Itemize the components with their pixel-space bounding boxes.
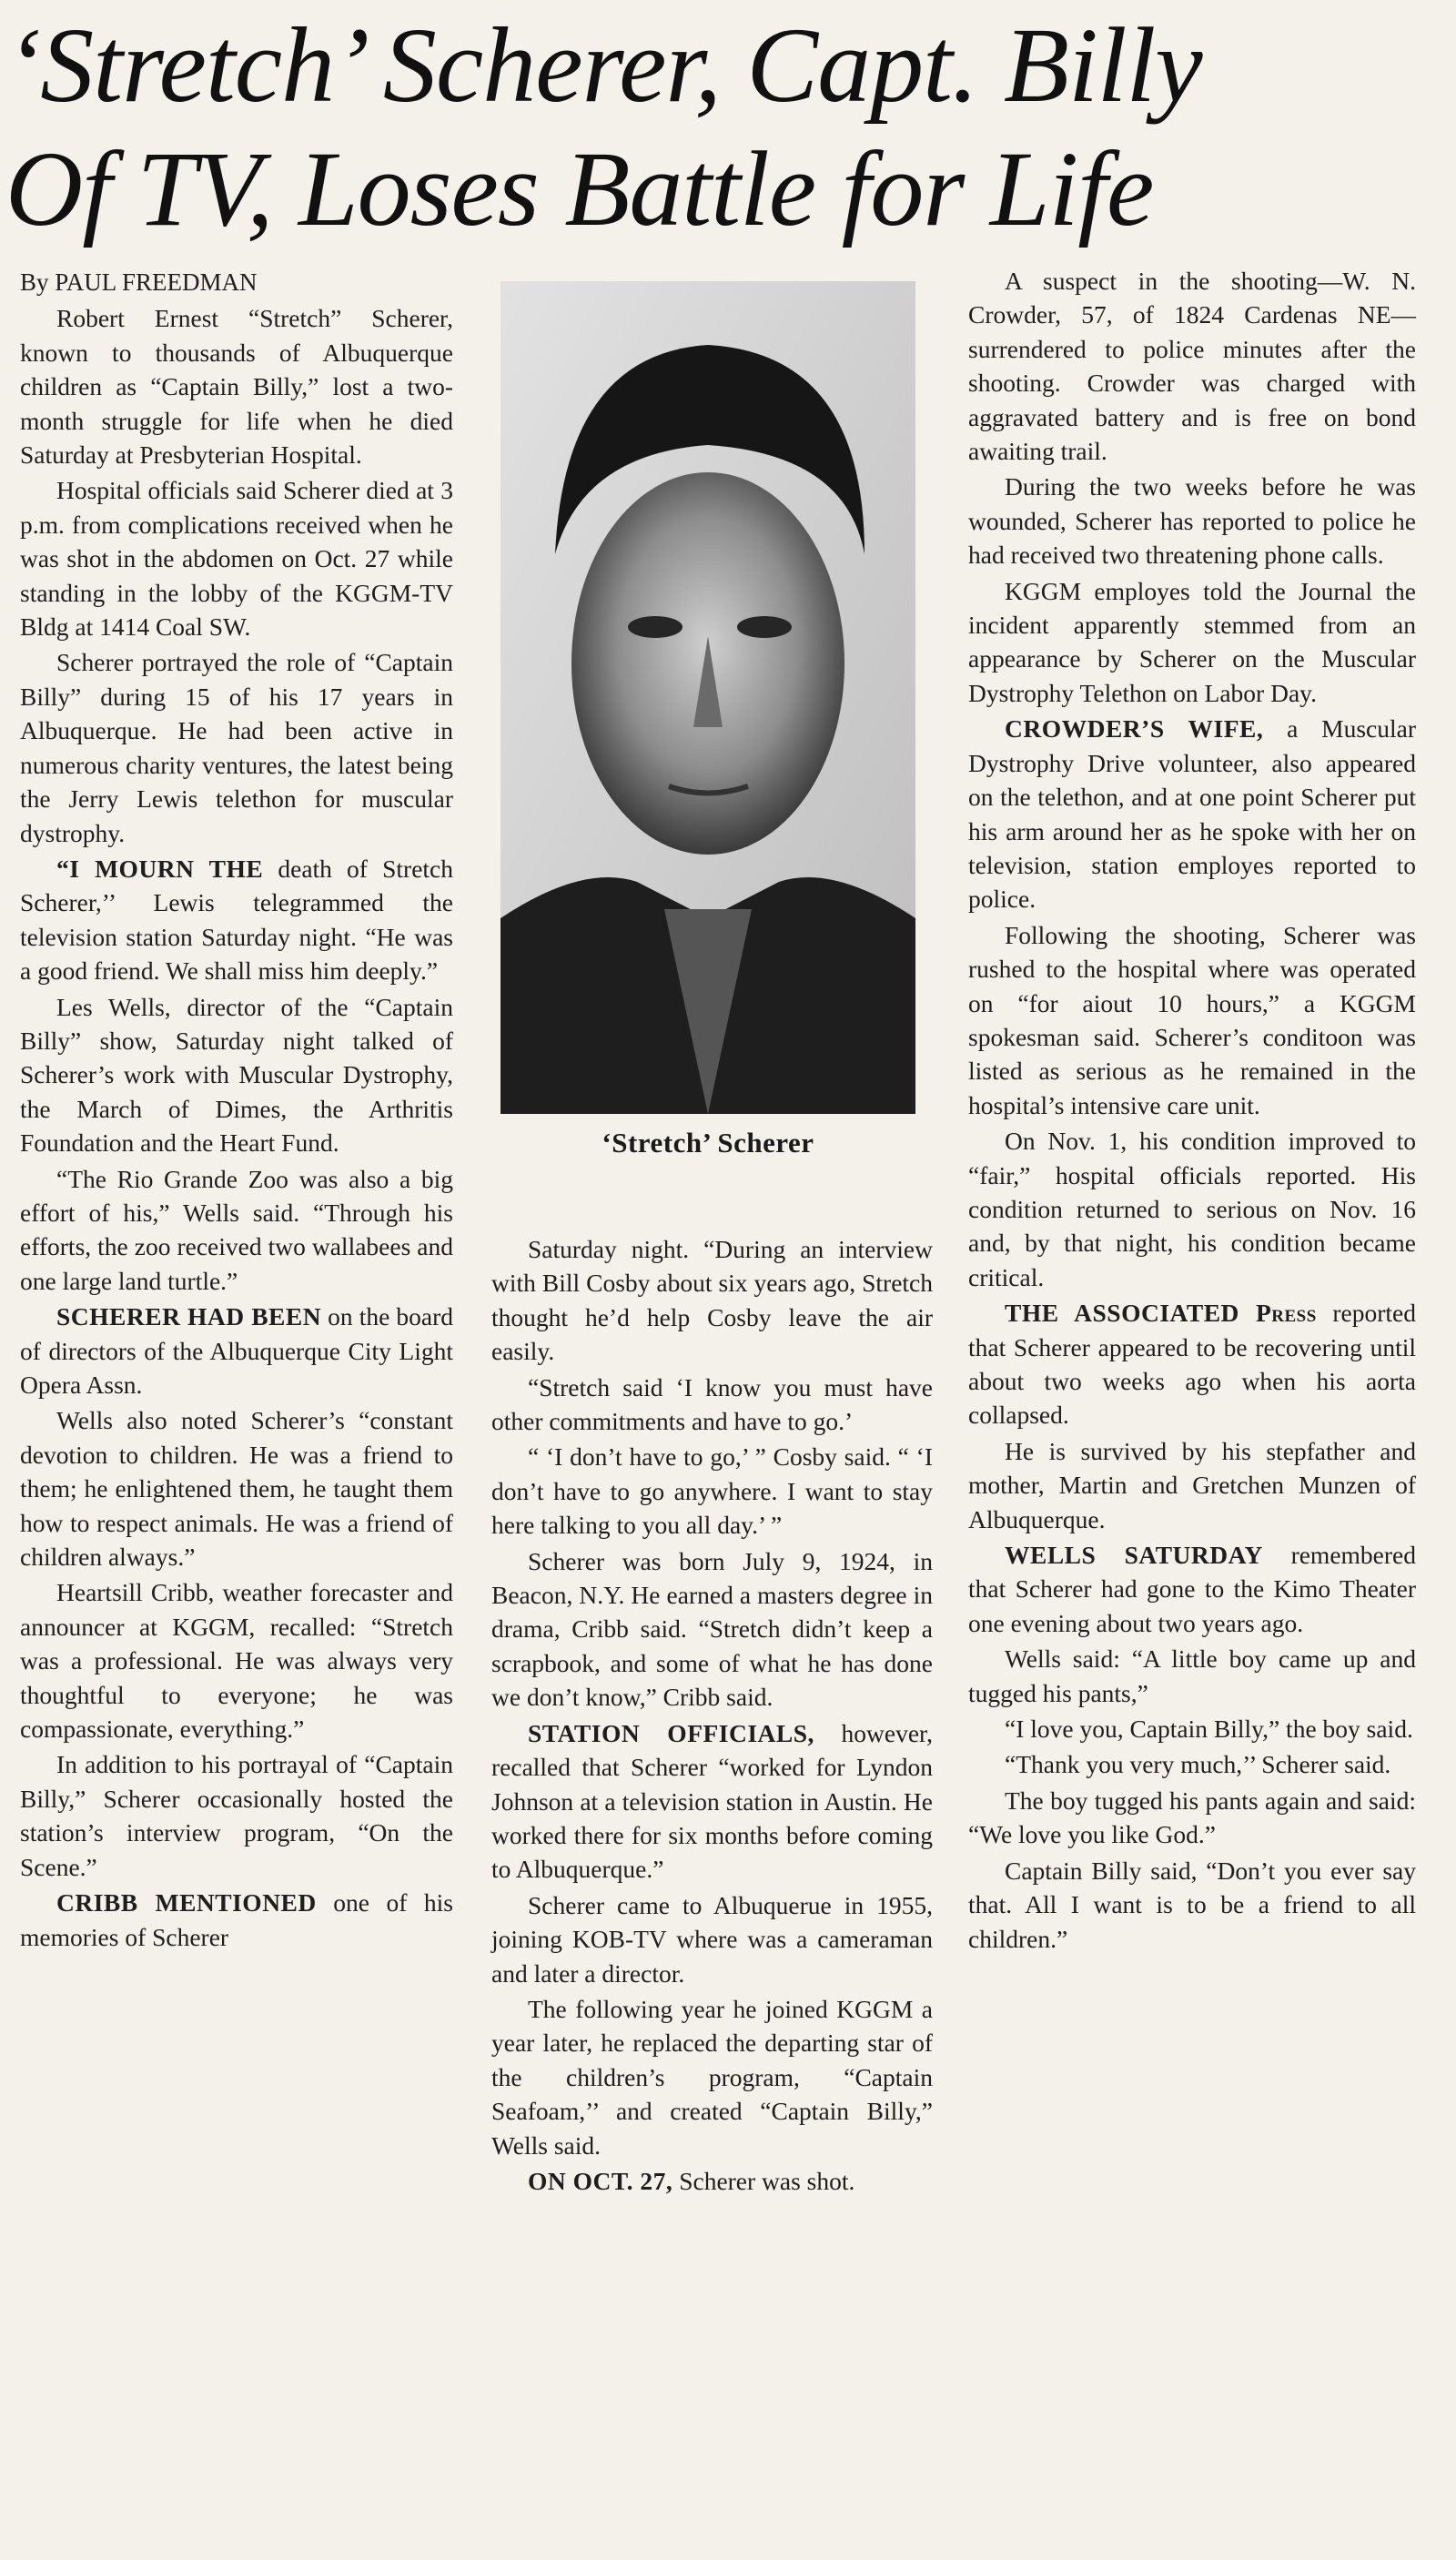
paragraph-text: reported that Scherer appeared to be recovering until about two weeks ago when his aorta collapsed. — [968, 1299, 1416, 1430]
paragraph-text: Scherer portrayed the role of “Captain Billy” during 15 of his 17 years in Albuquerque. He had been active in numerous charity ventures, the latest being the Jerry Lewis telethon for muscular dystrophy. — [20, 648, 453, 847]
paragraph-text: Saturday night. “During an interview with Bill Cosby about six years ago, Stretch thought he’d help Cosby leave the air easily. — [491, 1235, 933, 1366]
paragraph — [491, 1440, 933, 1542]
paragraph-text: remembered that Scherer had gone to the Kimo Theater one evening about two years ago. — [968, 1541, 1416, 1637]
paragraph — [968, 264, 1416, 468]
paragraph — [968, 712, 1416, 916]
paragraph-text: “Thank you very much,’’ Scherer said. — [1005, 1750, 1391, 1779]
paragraph — [491, 1888, 933, 1990]
article-column-1 — [20, 266, 453, 1956]
paragraph — [20, 645, 453, 849]
paragraph — [20, 990, 453, 1160]
paragraph — [968, 1642, 1416, 1710]
paragraph-text: On Nov. 1, his condition improved to “fair,” hospital officials reported. His condition returned to serious on Nov. 16 and, by that night, his condition became critical. — [968, 1127, 1416, 1291]
headline-line-1: ‘Stretch’ Scherer, Capt. Billy — [5, 5, 1202, 125]
paragraph — [20, 1300, 453, 1401]
paragraph-text: Scherer was born July 9, 1924, in Beacon, N.Y. He earned a masters degree in drama, Cribb said. “Stretch didn’t keep a scrapbook, and some of what he has done we don’t know,” Cribb said. — [491, 1546, 933, 1712]
paragraph — [20, 1403, 453, 1573]
paragraph-lead-in: WELLS SATURDAY — [1005, 1541, 1263, 1570]
paragraph — [968, 1784, 1416, 1852]
paragraph-text: During the two weeks before he was wounded, Scherer has reported to police he had received two threatening phone calls. — [968, 472, 1416, 570]
article-column-2 — [491, 1232, 933, 2200]
paragraph-text: “The Rio Grande Zoo was also a big effort of his,” Wells said. “Through his efforts, the zoo received two wallabees and one large land turtle.” — [20, 1164, 453, 1295]
paragraph — [20, 301, 453, 471]
paragraph — [968, 1296, 1416, 1432]
paragraph — [20, 1162, 453, 1299]
paragraph-text: Robert Ernest “Stretch” Scherer, known to thousands of Albuquerque children as “Captain Billy,” lost a two-month struggle for life when he died Saturday at Presbyterian Hospital. — [20, 304, 453, 470]
paragraph — [491, 1232, 933, 1369]
byline: By PAUL FREEDMAN — [20, 268, 258, 296]
paragraph — [491, 2164, 933, 2198]
paragraph — [491, 1992, 933, 2162]
paragraph — [20, 1575, 453, 1745]
paragraph-text: “ ‘I don’t have to go,’ ” Cosby said. “ ‘I don’t have to go anywhere. I want to stay here talking to you all day.’ ” — [491, 1442, 933, 1540]
paragraph-text: Scherer came to Albuquerue in 1955, joining KOB-TV where was a cameraman and later a director. — [491, 1890, 933, 1988]
paragraph — [491, 1716, 933, 1887]
portrait-photo — [500, 281, 915, 1114]
paragraph — [968, 1712, 1416, 1745]
paragraph-text: The boy tugged his pants again and said: “We love you like God.” — [968, 1786, 1416, 1849]
paragraph-text: on the board of directors of the Albuquerque City Light Opera Assn. — [20, 1302, 453, 1399]
paragraph — [968, 1747, 1416, 1781]
paragraph — [20, 852, 453, 988]
headline-line-2: Of TV, Loses Battle for Life — [5, 129, 1154, 248]
paragraph-lead-in: THE ASSOCIATED Press — [1005, 1299, 1317, 1328]
paragraph — [968, 470, 1416, 572]
paragraph — [968, 1538, 1416, 1640]
paragraph-text: one of his memories of Scherer — [20, 1888, 453, 1951]
paragraph-text: Captain Billy said, “Don’t you ever say that. All I want is to be a friend to all children.” — [968, 1856, 1416, 1953]
paragraph-text: Les Wells, director of the “Captain Billy” show, Saturday night talked of Scherer’s work with Muscular Dystrophy, the March of Dimes, the Arthritis Foundation and the Heart Fund. — [20, 992, 453, 1158]
paragraph-text: “I love you, Captain Billy,” the boy said. — [1005, 1715, 1413, 1744]
paragraph-lead-in: ON OCT. 27, — [528, 2166, 673, 2195]
paragraph-text: a Muscular Dystrophy Drive volunteer, also appeared on the telethon, and at one point Scherer put his arm around her as he spoke with her on television, station employes reported to police. — [968, 714, 1416, 914]
paragraph-text: Hospital officials said Scherer died at 3 p.m. from complications received when he was shot in the abdomen on Oct. 27 while standing in the lobby of the KGGM-TV Bldg at 1414 Coal SW. — [20, 476, 453, 642]
column-1-paragraphs — [20, 301, 453, 1954]
paragraph-lead-in: STATION OFFICIALS, — [528, 1718, 814, 1747]
paragraph-text: death of Stretch Scherer,’’ Lewis telegrammed the television station Saturday night. “He was a good friend. We shall miss him deeply.” — [20, 854, 453, 986]
paragraph — [968, 1434, 1416, 1536]
headline — [5, 4, 1452, 251]
paragraph-lead-in: CROWDER’S WIFE, — [1005, 714, 1264, 744]
paragraph-text: Heartsill Cribb, weather forecaster and announcer at KGGM, recalled: “Stretch was a professional. He was always very thoughtful to everyone; he was compassionate, everything.” — [20, 1578, 453, 1744]
photo-block — [500, 281, 915, 1159]
paragraph-lead-in: “I MOURN THE — [56, 854, 264, 883]
paragraph-text: “Stretch said ‘I know you must have other commitments and have to go.’ — [491, 1372, 933, 1436]
paragraph — [20, 1886, 453, 1954]
photo-caption: ‘Stretch’ Scherer — [602, 1127, 814, 1159]
paragraph-text: In addition to his portrayal of “Captain Billy,” Scherer occasionally hosted the station’s interview program, “On the Scene.” — [20, 1750, 453, 1881]
paragraph — [20, 473, 453, 643]
paragraph — [20, 1747, 453, 1884]
paragraph-text: Scherer was shot. — [672, 2166, 855, 2195]
paragraph — [491, 1544, 933, 1715]
paragraph — [968, 918, 1416, 1122]
paragraph — [968, 574, 1416, 711]
paragraph — [968, 1124, 1416, 1294]
paragraph — [491, 1371, 933, 1439]
paragraph-text: He is survived by his stepfather and mother, Martin and Gretchen Munzen of Albuquerque. — [968, 1436, 1416, 1533]
paragraph-text: Following the shooting, Scherer was rushed to the hospital where was operated on “for aiout 10 hours,” a KGGM spokesman said. Scherer’s conditoon was listed as serious as he remained in the hospital’s intensive care unit. — [968, 920, 1416, 1119]
paragraph — [968, 1854, 1416, 1956]
paragraph-text: Wells also noted Scherer’s “constant devotion to children. He was a friend to them; he enlightened them, he taught them how to respect animals. He was a friend of children always.” — [20, 1406, 453, 1572]
paragraph-lead-in: CRIBB MENTIONED — [56, 1888, 317, 1917]
paragraph-lead-in: SCHERER HAD BEEN — [56, 1302, 322, 1331]
paragraph-text: however, recalled that Scherer “worked for Lyndon Johnson at a television station in Austin. He worked there for six months before coming to Albuquerque.” — [491, 1718, 933, 1884]
paragraph-text: A suspect in the shooting—W. N. Crowder, 57, of 1824 Cardenas NE—surrendered to police minutes after the shooting. Crowder was charged with aggravated battery and is free on bond awaiting trail. — [968, 267, 1416, 466]
paragraph-text: Wells said: “A little boy came up and tugged his pants,” — [968, 1644, 1416, 1707]
paragraph-text: The following year he joined KGGM a year later, he replaced the departing star of the children’s program, “Captain Seafoam,’’ and created “Captain Billy,” Wells said. — [491, 1994, 933, 2160]
article-column-3 — [968, 264, 1416, 1958]
paragraph-text: KGGM employes told the Journal the incident apparently stemmed from an appearance by Scherer on the Muscular Dystrophy Telethon on Labor Day. — [968, 576, 1416, 707]
